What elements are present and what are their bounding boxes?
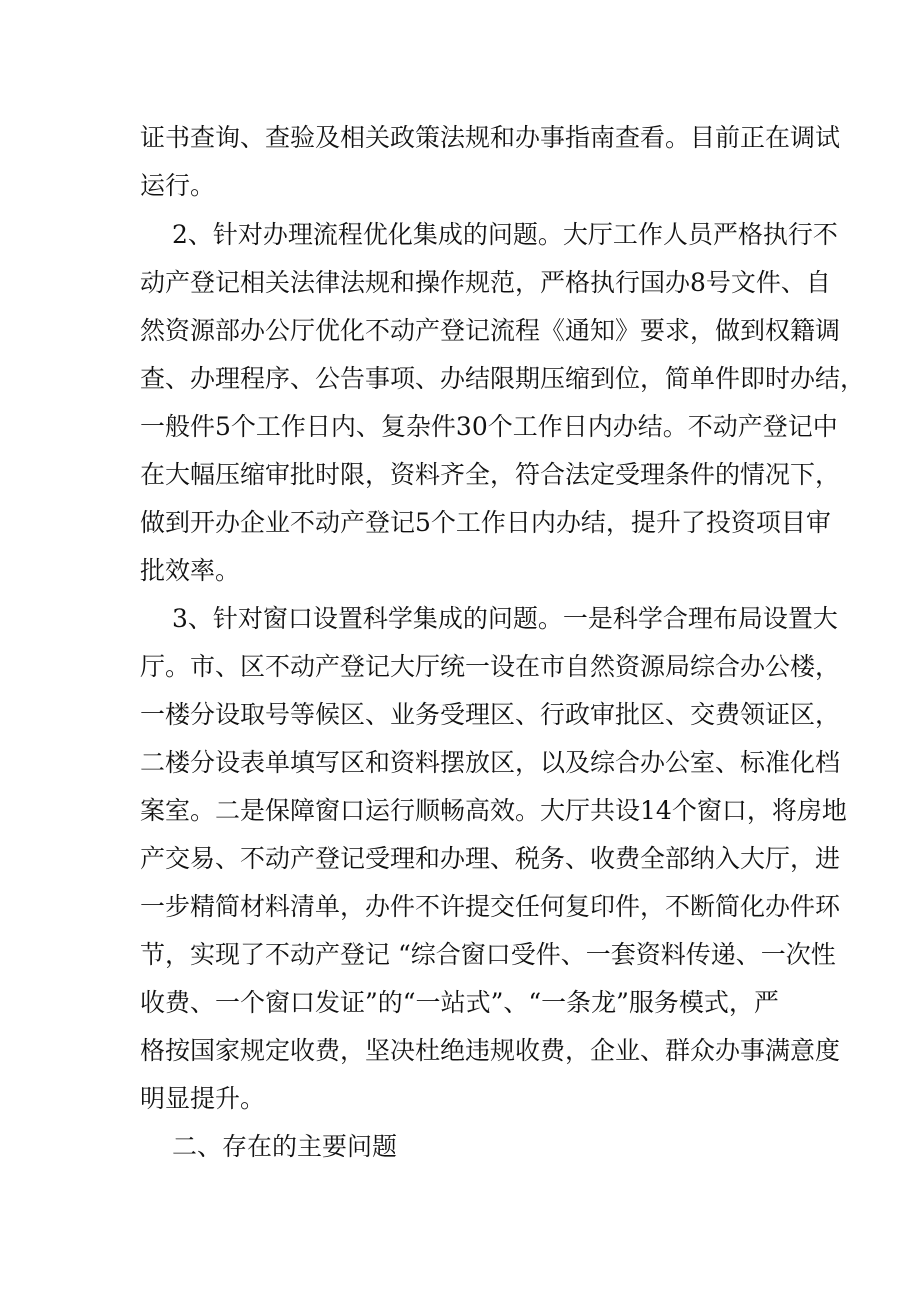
text-line: 查、办理程序、公告事项、办结限期压缩到位，简单件即时办结， — [140, 364, 866, 393]
text-line: 节，实现了不动产登记 “综合窗口受件、一套资料传递、一次性 — [140, 940, 836, 969]
text-line: 收费、一个窗口发证”的“一站式”、“一条龙”服务模式，严 — [140, 988, 779, 1017]
text-line: 然资源部办公厅优化不动产登记流程《通知》要求，做到权籍调 — [140, 316, 841, 345]
text-line: 动产登记相关法律法规和操作规范，严格执行国办8号文件、自 — [140, 268, 831, 297]
text-line: 案室。二是保障窗口运行顺畅高效。大厅共设14个窗口，将房地 — [140, 796, 847, 825]
paragraph-2-start: 2、针对办理流程优化集成的问题。大厅工作人员严格执行不 — [172, 220, 838, 249]
text-line: 批效率。 — [140, 556, 241, 585]
text-line: 一步精简材料清单，办件不许提交任何复印件，不断简化办件环 — [140, 892, 841, 921]
text-line: 明显提升。 — [140, 1084, 266, 1113]
text-line: 产交易、不动产登记受理和办理、税务、收费全部纳入大厅，进 — [140, 844, 841, 873]
text-line: 证书查询、查验及相关政策法规和办事指南查看。目前正在调试 — [140, 123, 841, 152]
paragraph-3-start: 3、针对窗口设置科学集成的问题。一是科学合理布局设置大 — [172, 604, 838, 633]
section-heading: 二、存在的主要问题 — [172, 1132, 398, 1161]
text-line: 做到开办企业不动产登记5个工作日内办结，提升了投资项目审 — [140, 508, 831, 537]
text-line: 一般件5个工作日内、复杂件30个工作日内办结。不动产登记中 — [140, 412, 838, 441]
text-line: 在大幅压缩审批时限，资料齐全，符合法定受理条件的情况下， — [140, 460, 841, 489]
text-line: 二楼分设表单填写区和资料摆放区，以及综合办公室、标准化档 — [140, 748, 841, 777]
text-line: 运行。 — [140, 171, 216, 200]
text-line: 厅。市、区不动产登记大厅统一设在市自然资源局综合办公楼， — [140, 652, 841, 681]
text-line: 格按国家规定收费，坚决杜绝违规收费，企业、群众办事满意度 — [140, 1036, 841, 1065]
text-line: 一楼分设取号等候区、业务受理区、行政审批区、交费领证区， — [140, 700, 841, 729]
